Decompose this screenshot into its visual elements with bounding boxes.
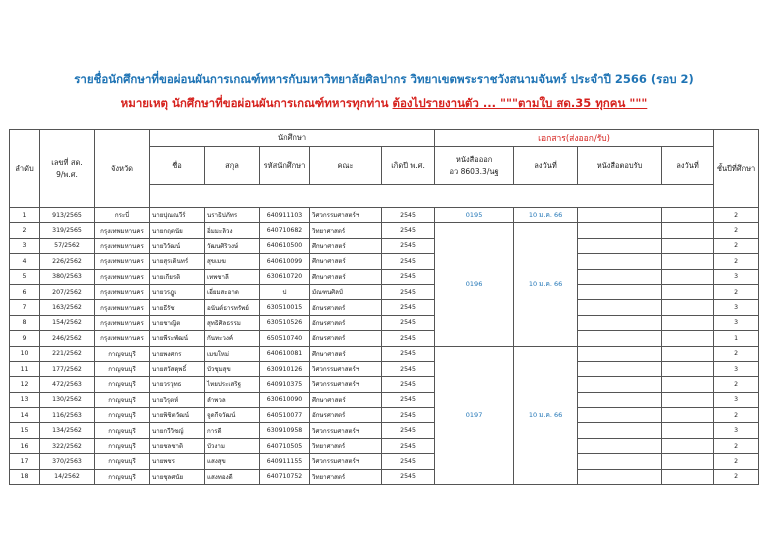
row-last-name: แสงสุข — [205, 454, 260, 469]
row-faculty: อักษรศาสตร์ — [310, 331, 382, 346]
row-province: กาญจนบุรี — [95, 423, 150, 438]
row-birth-year: 2545 — [382, 469, 435, 484]
row-reply-date — [662, 315, 714, 330]
row-province: กาญจนบุรี — [95, 392, 150, 407]
row-reply-date — [662, 454, 714, 469]
row-first-name: นายปุณณวีร์ — [150, 208, 205, 223]
header-out-letter-line1: หนังสือออก — [455, 154, 493, 164]
row-first-name: นายกฤตนัย — [150, 223, 205, 238]
group-date: 10 ม.ค. 66 — [514, 208, 578, 223]
header-out-letter — [435, 147, 514, 185]
row-reply-date — [662, 223, 714, 238]
row-sd-no: 246/2562 — [40, 331, 95, 346]
row-sd-no: 177/2562 — [40, 361, 95, 376]
table-row — [10, 223, 759, 238]
row-sd-no: 116/2563 — [40, 408, 95, 423]
row-province: กรุงเทพมหานคร — [95, 223, 150, 238]
row-reply-letter — [578, 454, 662, 469]
table-row — [10, 331, 759, 346]
row-year-level: 2 — [714, 284, 759, 299]
row-province: กาญจนบุรี — [95, 408, 150, 423]
row-first-name: นายธีรัช — [150, 300, 205, 315]
table-row — [10, 438, 759, 453]
row-birth-year: 2545 — [382, 238, 435, 253]
row-no: 18 — [10, 469, 40, 484]
row-student-id: 630510526 — [260, 315, 310, 330]
row-first-name: นายกวีวิชญ์ — [150, 423, 205, 438]
row-year-level: 2 — [714, 238, 759, 253]
row-last-name: เมฆใหม่ — [205, 346, 260, 361]
row-student-id: 630910958 — [260, 423, 310, 438]
row-birth-year: 2545 — [382, 438, 435, 453]
row-last-name: บัวงาม — [205, 438, 260, 453]
row-no: 5 — [10, 269, 40, 284]
row-birth-year: 2545 — [382, 284, 435, 299]
row-no: 13 — [10, 392, 40, 407]
header-first-name: ชื่อ — [150, 147, 205, 185]
row-sd-no: 319/2565 — [40, 223, 95, 238]
row-province: กระบี่ — [95, 208, 150, 223]
row-faculty: วิศวกรรมศาสตร์ฯ — [310, 423, 382, 438]
row-no: 17 — [10, 454, 40, 469]
row-last-name: วัฒนศิริวงษ์ — [205, 238, 260, 253]
row-no: 8 — [10, 315, 40, 330]
row-first-name: นายพิชิตวัฒน์ — [150, 408, 205, 423]
row-first-name: นายชุลศนัย — [150, 469, 205, 484]
row-birth-year: 2545 — [382, 361, 435, 376]
row-sd-no: 14/2562 — [40, 469, 95, 484]
row-reply-date — [662, 361, 714, 376]
row-reply-letter — [578, 469, 662, 484]
row-province: กาญจนบุรี — [95, 377, 150, 392]
row-faculty: วิทยาศาสตร์ — [310, 223, 382, 238]
row-reply-date — [662, 392, 714, 407]
row-student-id: ป — [260, 284, 310, 299]
row-faculty: วิศวกรรมศาสตร์ฯ — [310, 361, 382, 376]
row-reply-letter — [578, 238, 662, 253]
row-student-id: 640911155 — [260, 454, 310, 469]
row-no: 10 — [10, 346, 40, 361]
row-student-id: 640911103 — [260, 208, 310, 223]
row-year-level: 3 — [714, 392, 759, 407]
row-reply-letter — [578, 377, 662, 392]
row-year-level: 3 — [714, 269, 759, 284]
header-birth-year: เกิดปี พ.ศ. — [382, 147, 435, 185]
row-no: 4 — [10, 254, 40, 269]
row-faculty: อักษรศาสตร์ — [310, 408, 382, 423]
row-birth-year: 2545 — [382, 254, 435, 269]
row-province: กาญจนบุรี — [95, 454, 150, 469]
header-spacer — [150, 185, 714, 208]
row-student-id: 630610090 — [260, 392, 310, 407]
row-faculty: ศึกษาศาสตร์ — [310, 346, 382, 361]
table-row — [10, 361, 759, 376]
row-faculty: วิศวกรรมศาสตร์ฯ — [310, 208, 382, 223]
row-province: กาญจนบุรี — [95, 469, 150, 484]
row-sd-no: 221/2562 — [40, 346, 95, 361]
row-reply-letter — [578, 438, 662, 453]
row-student-id: 630510015 — [260, 300, 310, 315]
row-reply-date — [662, 346, 714, 361]
row-birth-year: 2545 — [382, 300, 435, 315]
row-province: กรุงเทพมหานคร — [95, 284, 150, 299]
row-sd-no: 380/2563 — [40, 269, 95, 284]
table-row — [10, 300, 759, 315]
row-province: กาญจนบุรี — [95, 361, 150, 376]
table-row — [10, 346, 759, 361]
row-faculty: วิศวกรรมศาสตร์ฯ — [310, 377, 382, 392]
row-reply-letter — [578, 284, 662, 299]
row-sd-no: 472/2563 — [40, 377, 95, 392]
header-last-name: สกุล — [205, 147, 260, 185]
row-province: กรุงเทพมหานคร — [95, 254, 150, 269]
row-student-id: 640610081 — [260, 346, 310, 361]
row-reply-date — [662, 254, 714, 269]
table-row — [10, 469, 759, 484]
table-row — [10, 208, 759, 223]
row-birth-year: 2545 — [382, 331, 435, 346]
header-out-date: ลงวันที่ — [514, 147, 578, 185]
row-faculty: วิทยาศาสตร์ — [310, 469, 382, 484]
row-reply-date — [662, 284, 714, 299]
row-reply-date — [662, 408, 714, 423]
row-last-name: ลำพวล — [205, 392, 260, 407]
table-row — [10, 254, 759, 269]
row-faculty: ศึกษาศาสตร์ — [310, 254, 382, 269]
row-no: 14 — [10, 408, 40, 423]
row-year-level: 3 — [714, 423, 759, 438]
row-reply-date — [662, 377, 714, 392]
header-year-level: ชั้นปีที่ศึกษา — [714, 130, 759, 208]
row-no: 15 — [10, 423, 40, 438]
row-first-name: นายพีระพัฒน์ — [150, 331, 205, 346]
row-birth-year: 2545 — [382, 392, 435, 407]
row-sd-no: 370/2563 — [40, 454, 95, 469]
row-province: กาญจนบุรี — [95, 346, 150, 361]
row-student-id: 640710752 — [260, 469, 310, 484]
page-title: รายชื่อนักศึกษาที่ขอผ่อนผันการเกณฑ์ทหารกับมหาวิทยาลัยศิลปากร วิทยาเขตพระราชวังสนามจันทร์ ประจำปี 2566 (รอบ 2) — [74, 72, 694, 86]
row-birth-year: 2545 — [382, 454, 435, 469]
row-reply-letter — [578, 269, 662, 284]
header-reply-letter: หนังสือตอบรับ — [578, 147, 662, 185]
table-row — [10, 238, 759, 253]
header-reply-date: ลงวันที่ — [662, 147, 714, 185]
row-no: 11 — [10, 361, 40, 376]
row-student-id: 630610720 — [260, 269, 310, 284]
group-letter-no: 0197 — [435, 346, 514, 485]
row-faculty: ศึกษาศาสตร์ — [310, 269, 382, 284]
group-date: 10 ม.ค. 66 — [514, 223, 578, 346]
row-reply-letter — [578, 408, 662, 423]
row-birth-year: 2545 — [382, 346, 435, 361]
row-reply-letter — [578, 346, 662, 361]
row-reply-letter — [578, 300, 662, 315]
row-province: กรุงเทพมหานคร — [95, 238, 150, 253]
row-reply-date — [662, 469, 714, 484]
row-first-name: นายวิรุตห์ — [150, 392, 205, 407]
row-province: กรุงเทพมหานคร — [95, 315, 150, 330]
row-year-level: 2 — [714, 469, 759, 484]
header-out-letter-line2: อว 8603.3/นฐ — [449, 166, 499, 176]
table-row — [10, 392, 759, 407]
row-reply-letter — [578, 361, 662, 376]
header-student-group: นักศึกษา — [150, 130, 435, 147]
row-no: 16 — [10, 438, 40, 453]
row-birth-year: 2545 — [382, 269, 435, 284]
row-student-id: 640710682 — [260, 223, 310, 238]
row-no: 9 — [10, 331, 40, 346]
table-row — [10, 454, 759, 469]
row-year-level: 2 — [714, 408, 759, 423]
row-last-name: จูดกีจวัฒน์ — [205, 408, 260, 423]
group-letter-no: 0195 — [435, 208, 514, 223]
row-birth-year: 2545 — [382, 423, 435, 438]
row-first-name: นายพชร — [150, 454, 205, 469]
row-reply-letter — [578, 315, 662, 330]
row-province: กรุงเทพมหานคร — [95, 300, 150, 315]
row-no: 6 — [10, 284, 40, 299]
row-student-id: 640610099 — [260, 254, 310, 269]
row-student-id: 640710505 — [260, 438, 310, 453]
row-province: กรุงเทพมหานคร — [95, 269, 150, 284]
row-reply-letter — [578, 331, 662, 346]
row-first-name: นายเกียรติ — [150, 269, 205, 284]
row-sd-no: 163/2562 — [40, 300, 95, 315]
row-year-level: 2 — [714, 454, 759, 469]
row-year-level: 2 — [714, 346, 759, 361]
row-last-name: แสงทองดี — [205, 469, 260, 484]
row-faculty: วิศวกรรมศาสตร์ฯ — [310, 454, 382, 469]
student-table — [9, 129, 759, 485]
table-row — [10, 423, 759, 438]
row-birth-year: 2545 — [382, 223, 435, 238]
table-row — [10, 269, 759, 284]
row-reply-date — [662, 438, 714, 453]
row-student-id: 640610500 — [260, 238, 310, 253]
row-sd-no: 134/2562 — [40, 423, 95, 438]
row-student-id: 630910126 — [260, 361, 310, 376]
group-date: 10 ม.ค. 66 — [514, 346, 578, 485]
row-province: กรุงเทพมหานคร — [95, 331, 150, 346]
row-first-name: นายพงศกร — [150, 346, 205, 361]
row-faculty: อักษรศาสตร์ — [310, 300, 382, 315]
row-reply-letter — [578, 223, 662, 238]
row-first-name: นายวรวุทธ — [150, 377, 205, 392]
row-reply-date — [662, 269, 714, 284]
row-first-name: นายวรฎูเ — [150, 284, 205, 299]
row-first-name: นายสุรเดินทร์ — [150, 254, 205, 269]
note-line — [0, 95, 768, 113]
row-birth-year: 2545 — [382, 315, 435, 330]
header-sd-no — [40, 130, 95, 208]
row-reply-letter — [578, 208, 662, 223]
row-year-level: 2 — [714, 377, 759, 392]
row-student-id: 640510077 — [260, 408, 310, 423]
header-faculty: คณะ — [310, 147, 382, 185]
row-reply-date — [662, 423, 714, 438]
row-reply-letter — [578, 423, 662, 438]
row-year-level: 2 — [714, 208, 759, 223]
header-sd-no-line1: เลขที่ สด. — [51, 157, 83, 167]
row-last-name: เอี่ยมสะอาด — [205, 284, 260, 299]
row-first-name: นายสวัสดุพธิ์ — [150, 361, 205, 376]
row-birth-year: 2545 — [382, 208, 435, 223]
row-year-level: 1 — [714, 331, 759, 346]
header-student-id: รหัสนักศึกษา — [260, 147, 310, 185]
row-reply-date — [662, 208, 714, 223]
row-birth-year: 2545 — [382, 408, 435, 423]
row-sd-no: 154/2562 — [40, 315, 95, 330]
table-body — [10, 208, 759, 485]
row-faculty: มัณฑนศิลป์ — [310, 284, 382, 299]
row-first-name: นายชาญิต — [150, 315, 205, 330]
row-sd-no: 130/2562 — [40, 392, 95, 407]
row-student-id: 640910375 — [260, 377, 310, 392]
header-sd-no-line2: 9/พ.ศ. — [56, 169, 78, 179]
row-last-name: กันทะวงค์ — [205, 331, 260, 346]
row-sd-no: 57/2562 — [40, 238, 95, 253]
header-documents: เอกสาร(ส่งออก/รับ) — [435, 130, 714, 147]
row-faculty: ศึกษาศาสตร์ — [310, 392, 382, 407]
row-reply-letter — [578, 392, 662, 407]
row-no: 3 — [10, 238, 40, 253]
row-year-level: 2 — [714, 223, 759, 238]
row-no: 12 — [10, 377, 40, 392]
table-row — [10, 408, 759, 423]
note-emphasis: ต้องไปรายงานตัว ... """ตามใบ สด.35 ทุกคน """ — [392, 96, 648, 110]
header-no: ลำดับ — [10, 130, 40, 208]
row-year-level: 3 — [714, 300, 759, 315]
row-reply-date — [662, 300, 714, 315]
row-sd-no: 226/2562 — [40, 254, 95, 269]
row-faculty: ศึกษาศาสตร์ — [310, 238, 382, 253]
row-province: กาญจนบุรี — [95, 438, 150, 453]
row-no: 1 — [10, 208, 40, 223]
row-last-name: สุทธิศิลธรรม — [205, 315, 260, 330]
row-student-id: 650510740 — [260, 331, 310, 346]
row-last-name: นราธิปภัทร — [205, 208, 260, 223]
row-last-name: อนันต์ธารทรัพย์ — [205, 300, 260, 315]
row-first-name: นายชลชาติ — [150, 438, 205, 453]
row-reply-letter — [578, 254, 662, 269]
row-first-name: นายวิวัฒน์ — [150, 238, 205, 253]
row-sd-no: 207/2562 — [40, 284, 95, 299]
row-last-name: การดี — [205, 423, 260, 438]
row-faculty: อักษรศาสตร์ — [310, 315, 382, 330]
row-no: 7 — [10, 300, 40, 315]
header-province: จังหวัด — [95, 130, 150, 208]
row-year-level: 2 — [714, 438, 759, 453]
row-last-name: บัวชุมสุข — [205, 361, 260, 376]
table-row — [10, 377, 759, 392]
row-last-name: เทพชาลี — [205, 269, 260, 284]
row-year-level: 3 — [714, 315, 759, 330]
row-no: 2 — [10, 223, 40, 238]
table-row — [10, 315, 759, 330]
row-sd-no: 322/2562 — [40, 438, 95, 453]
table-row — [10, 284, 759, 299]
row-reply-date — [662, 331, 714, 346]
row-faculty: วิทยาศาสตร์ — [310, 438, 382, 453]
row-reply-date — [662, 238, 714, 253]
group-letter-no: 0196 — [435, 223, 514, 346]
note-prefix: หมายเหตุ นักศึกษาที่ขอผ่อนผันการเกณฑ์ทหารทุกท่าน — [120, 96, 393, 110]
row-birth-year: 2545 — [382, 377, 435, 392]
row-year-level: 3 — [714, 361, 759, 376]
row-last-name: ไทยประเสริฐ — [205, 377, 260, 392]
row-sd-no: 913/2565 — [40, 208, 95, 223]
row-last-name: อิ่มมะลิวง — [205, 223, 260, 238]
row-last-name: สุขเมฆ — [205, 254, 260, 269]
row-year-level: 2 — [714, 254, 759, 269]
